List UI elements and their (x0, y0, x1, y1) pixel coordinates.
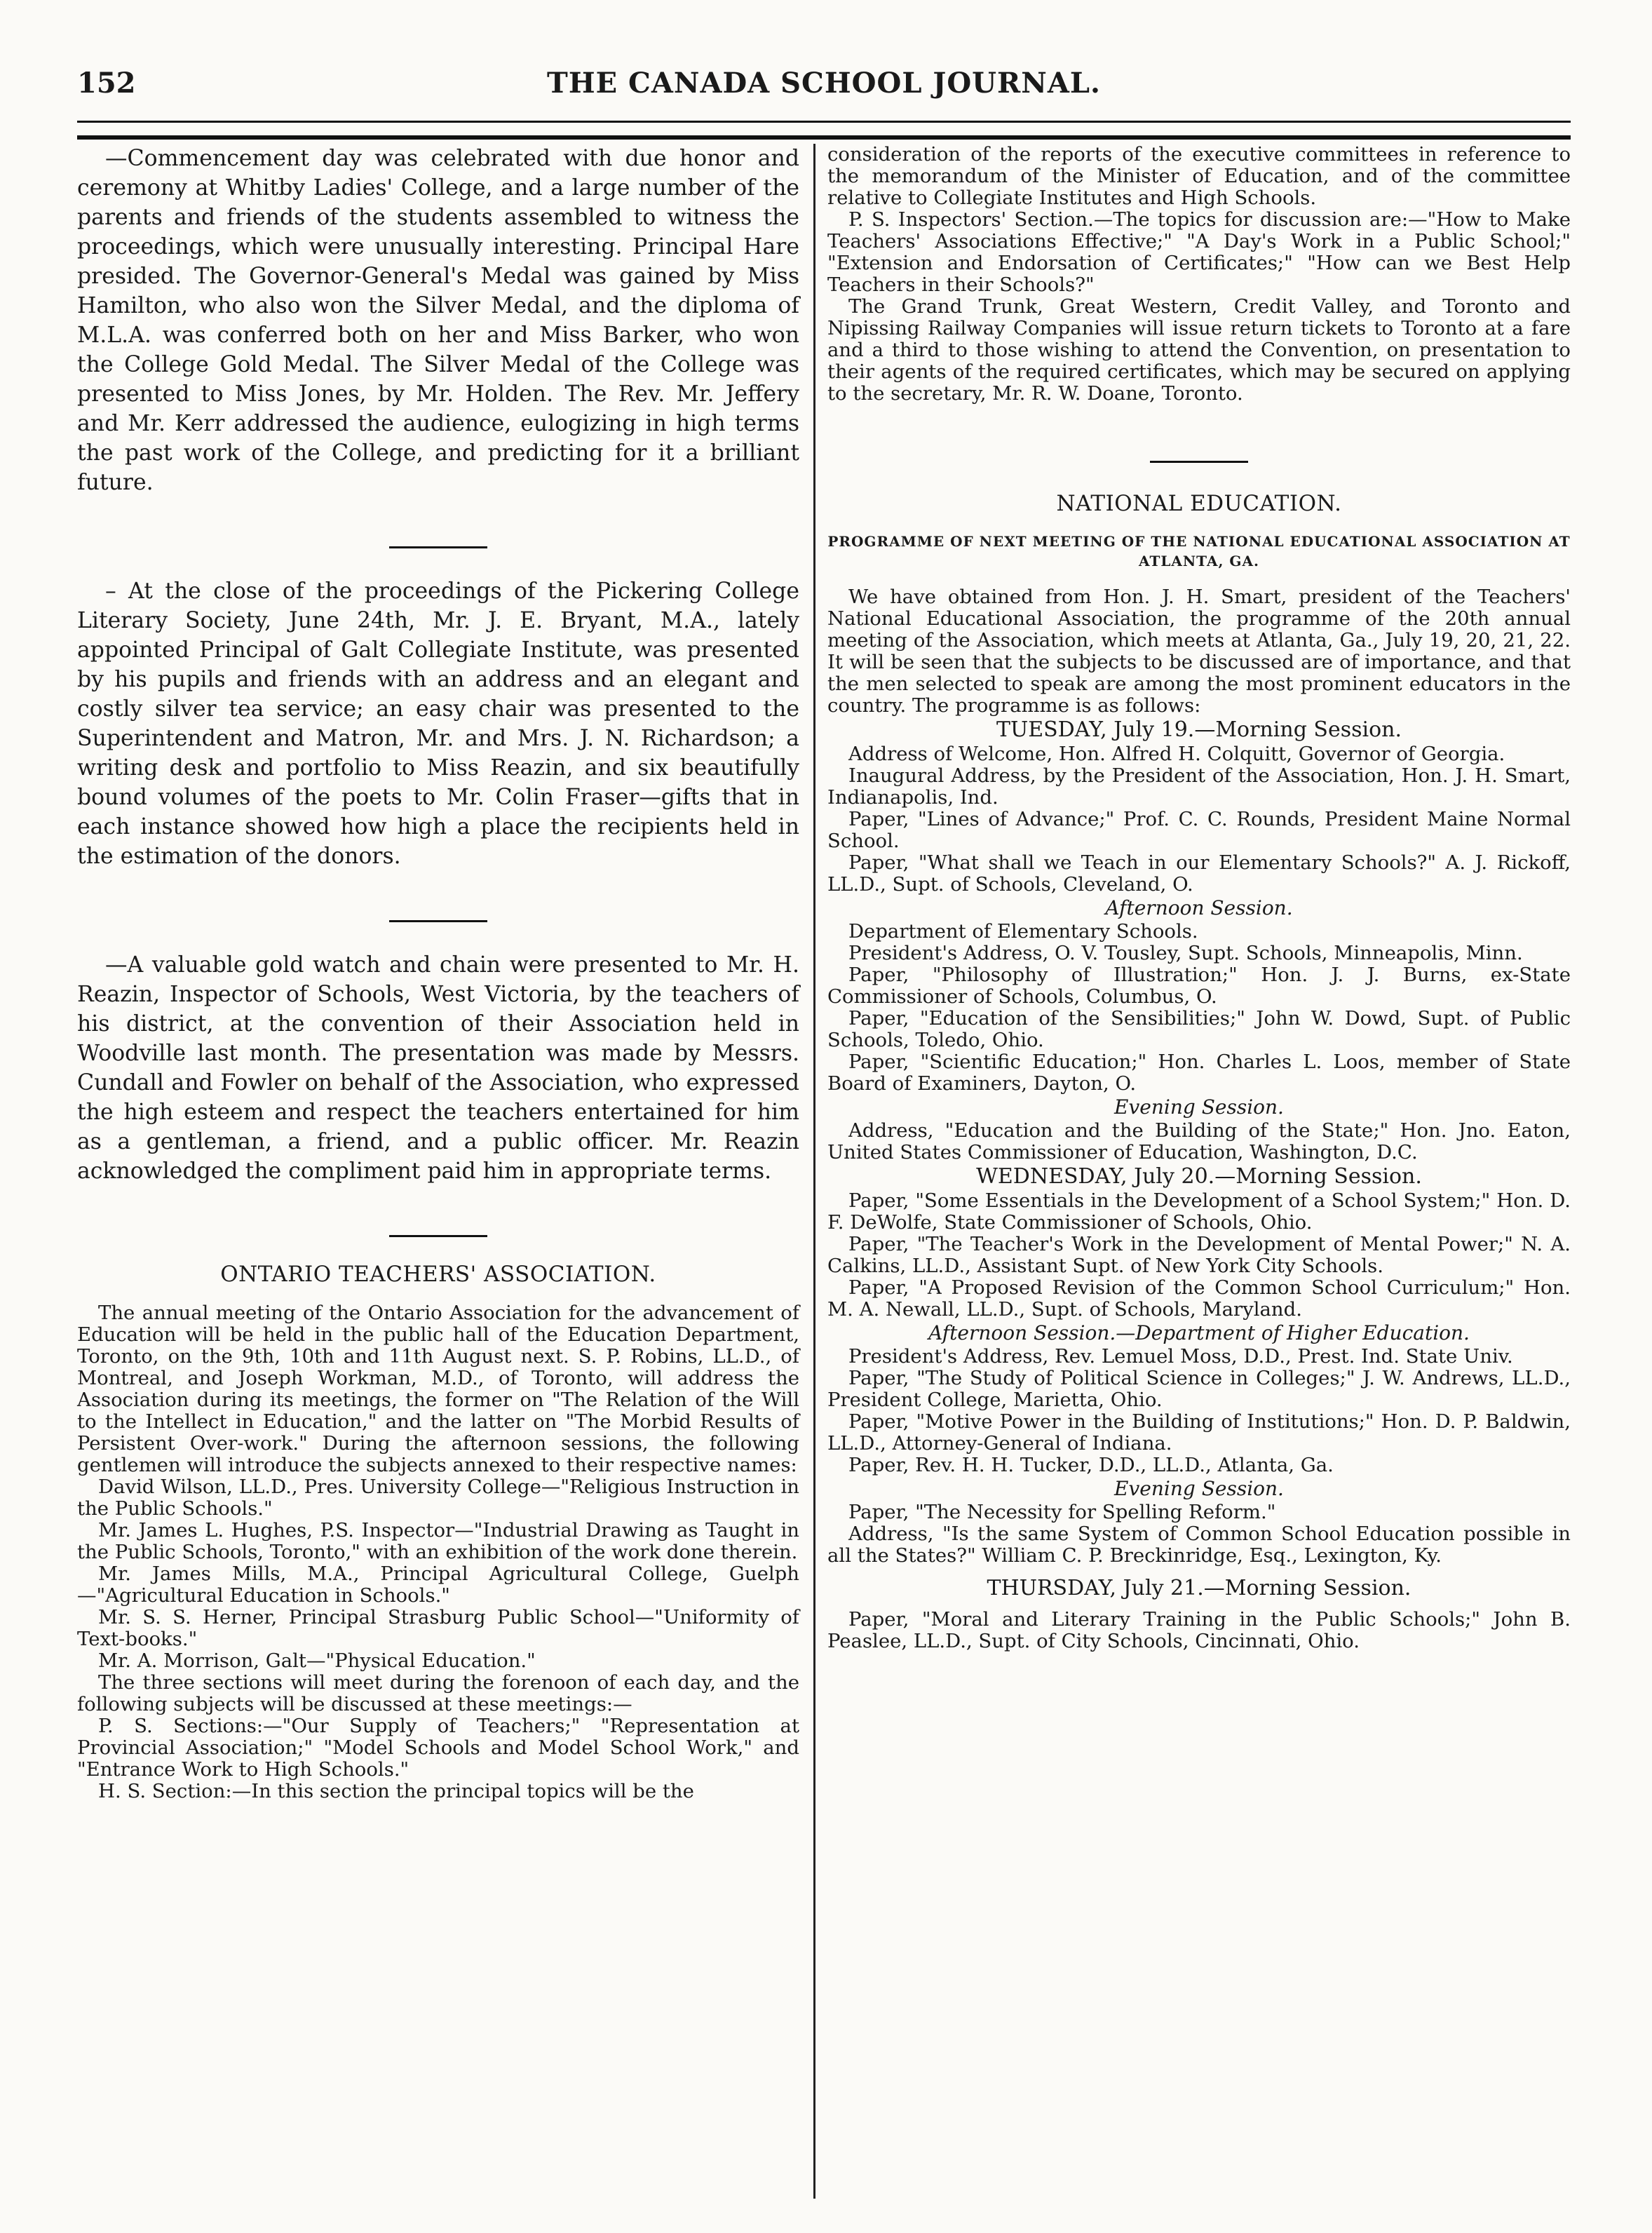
programme-item: Paper, "Scientific Education;" Hon. Charles L. Loos, member of State Board of Examiners, Dayton, O. (827, 1051, 1571, 1095)
programme-item: Paper, "Lines of Advance;" Prof. C. C. Rounds, President Maine Normal School. (827, 808, 1571, 852)
programme-item: Paper, Rev. H. H. Tucker, D.D., LL.D., Atlanta, Ga. (848, 1454, 1334, 1476)
session-heading: Afternoon Session. (1105, 896, 1293, 919)
ota-paragraph: Mr. James Mills, M.A., Principal Agricultural College, Guelph—"Agricultural Education in Schools." (77, 1563, 799, 1607)
right-column (827, 144, 1571, 1652)
programme-item: Paper, "The Study of Political Science in Colleges;" J. W. Andrews, LL.D., President College, Marietta, Ohio. (827, 1367, 1571, 1411)
session-heading: Afternoon Session.—Department of Higher Education. (928, 1321, 1470, 1344)
session-heading: Evening Session. (1114, 1095, 1284, 1119)
programme-item: President's Address, O. V. Tousley, Supt. Schools, Minneapolis, Minn. (848, 942, 1523, 964)
thursday-heading: THURSDAY, July 21.—Morning Session. (987, 1576, 1411, 1600)
wednesday-heading: WEDNESDAY, July 20.—Morning Session. (976, 1164, 1422, 1189)
ota-paragraph: P. S. Sections:—"Our Supply of Teachers;" "Representation at Provincial Association;" "Model Schools and Model School Work," and "Entrance Work to High Schools." (77, 1715, 799, 1781)
session-heading: Evening Session. (1114, 1477, 1284, 1500)
programme-item: Address, "Education and the Building of the State;" Hon. Jno. Eaton, United States Commissioner of Education, Washington, D.C. (827, 1119, 1571, 1163)
page-header (77, 67, 1571, 109)
programme-item: Paper, "Moral and Literary Training in the Public Schools;" John B. Peaslee, LL.D., Supt. of City Schools, Cincinnati, Ohio. (827, 1608, 1571, 1652)
programme-item: Paper, "Philosophy of Illustration;" Hon. J. J. Burns, ex-State Commissioner of Schools, Columbus, O. (827, 964, 1571, 1008)
ne-intro: We have obtained from Hon. J. H. Smart, president of the Teachers' National Educational Association, the programme of the 20th annual meeting of the Association, which meets at Atlanta, Ga., July 19, 20, 21, 22. It will be seen that the subjects to be discussed are of importance, and that the men selected to speak are among the most prominent educators in the country. The programme is as follows: (827, 586, 1571, 717)
column-divider (813, 144, 815, 2199)
ota-paragraph: David Wilson, LL.D., Pres. University College—"Religious Instruction in the Public Schools." (77, 1476, 799, 1520)
programme-item: Paper, "The Teacher's Work in the Development of Mental Power;" N. A. Calkins, LL.D., Assistant Supt. of New York City Schools. (827, 1233, 1571, 1277)
left-column (77, 144, 799, 1802)
article-reazin-presentation: —A valuable gold watch and chain were presented to Mr. H. Reazin, Inspector of Schools, West Victoria, by the teachers of his district, at the convention of their Association held in Woodville last month. The presentation was made by Messrs. Cundall and Fowler on behalf of the Association, who expressed the high esteem and respect the teachers entertained for him as a gentleman, a friend, and a public officer. Mr. Reazin acknowledged the compliment paid him in appropriate terms. (77, 952, 799, 1184)
ota-railway-notice: The Grand Trunk, Great Western, Credit Valley, and Toronto and Nipissing Railway Companies will issue return tickets to Toronto at a fare and a third to those wishing to attend the Convention, on presentation to their agents of the required certificates, which may be secured on applying to the secretary, Mr. R. W. Doane, Toronto. (827, 295, 1571, 405)
ota-inspectors-section: P. S. Inspectors' Section.—The topics for discussion are:—"How to Make Teachers' Associations Effective;" "A Day's Work in a Public School;" "Extension and Endorsation of Certificates;" "How can we Best Help Teachers in their Schools?" (827, 208, 1571, 296)
ota-paragraph: Mr. A. Morrison, Galt—"Physical Education." (98, 1650, 536, 1672)
programme-item: Inaugural Address, by the President of the Association, Hon. J. H. Smart, Indianapolis, Ind. (827, 764, 1571, 809)
ota-paragraph: The annual meeting of the Ontario Association for the advancement of Education will be held in the public hall of the Education Department, Toronto, on the 9th, 10th and 11th August next. S. P. Robins, LL.D., of Montreal, and Joseph Workman, M.D., of Toronto, will address the Association during its meetings, the former on "The Relation of the Will to the Intellect in Education," and the latter on "The Morbid Results of Persistent Over-work." During the afternoon sessions, the following gentlemen will introduce the subjects annexed to their respective names: (77, 1302, 799, 1476)
ota-heading: ONTARIO TEACHERS' ASSOCIATION. (220, 1262, 656, 1287)
ota-paragraph: Mr. S. S. Herner, Principal Strasburg Public School—"Uniformity of Text-books." (77, 1606, 799, 1650)
programme-item: Address, "Is the same System of Common School Education possible in all the States?" William C. P. Breckinridge, Esq., Lexington, Ky. (827, 1523, 1571, 1567)
ne-heading: NATIONAL EDUCATION. (1056, 491, 1342, 516)
article-whitby-commencement: —Commencement day was celebrated with due honor and ceremony at Whitby Ladies' College, and a large number of the parents and friends of the students assembled to witness the proceedings, which were unusually interesting. Principal Hare presided. The Governor-General's Medal was gained by Miss Hamilton, who also won the Silver Medal, and the diploma of M.L.A. was conferred both on her and Miss Barker, who won the College Gold Medal. The Silver Medal of the College was presented to Miss Jones, by Mr. Holden. The Rev. Mr. Jeffery and Mr. Kerr addressed the audience, eulogizing in high terms the past work of the College, and predicting for it a brilliant future. (77, 146, 799, 495)
programme-item: Paper, "What shall we Teach in our Elementary Schools?" A. J. Rickoff, LL.D., Supt. of Schools, Cleveland, O. (827, 851, 1571, 896)
programme-item: Paper, "Some Essentials in the Development of a School System;" Hon. D. F. DeWolfe, State Commissioner of Schools, Ohio. (827, 1189, 1571, 1234)
ota-body (77, 1302, 799, 1802)
journal-title: THE CANADA SCHOOL JOURNAL. (547, 67, 1101, 100)
ota-continuation: consideration of the reports of the executive committees in reference to the memorandum of the Minister of Education, and of the committee relative to Collegiate Institutes and High Schools. (827, 143, 1571, 209)
header-double-rule (77, 121, 1571, 140)
programme-item: President's Address, Rev. Lemuel Moss, D.D., Prest. Ind. State Univ. (848, 1345, 1513, 1368)
ota-paragraph: H. S. Section:—In this section the principal topics will be the (98, 1780, 694, 1802)
programme-item: Address of Welcome, Hon. Alfred H. Colquitt, Governor of Georgia. (848, 743, 1505, 765)
ota-paragraph: The three sections will meet during the forenoon of each day, and the following subjects will be discussed at these meetings:— (77, 1671, 799, 1715)
article-pickering-college: – At the close of the proceedings of the Pickering College Literary Society, June 24th, Mr. J. E. Bryant, M.A., lately appointed Principal of Galt Collegiate Institute, was presented by his pupils and friends with an address and an elegant and costly silver tea service; an easy chair was presented to the Superintendent and Matron, Mr. and Mrs. J. N. Richardson; a writing desk and portfolio to Miss Reazin, and six beautifully bound volumes of the poets to Mr. Colin Fraser—gifts that in each instance showed how high a place the recipients held in the estimation of the donors. (77, 579, 799, 869)
programme-item: Paper, "The Necessity for Spelling Reform." (848, 1501, 1276, 1523)
ota-paragraph: Mr. James L. Hughes, P.S. Inspector—"Industrial Drawing as Taught in the Public Schools, Toronto," with an exhibition of the work done therein. (77, 1519, 799, 1563)
page-number: 152 (77, 67, 136, 100)
programme-item: Paper, "Motive Power in the Building of Institutions;" Hon. D. P. Baldwin, LL.D., Attorney-General of Indiana. (827, 1410, 1571, 1455)
programme-item: Department of Elementary Schools. (848, 920, 1198, 943)
programme-item: Paper, "Education of the Sensibilities;" John W. Dowd, Supt. of Public Schools, Toledo, Ohio. (827, 1007, 1571, 1051)
ne-subheading: PROGRAMME OF NEXT MEETING OF THE NATIONAL EDUCATIONAL ASSOCIATION AT ATLANTA, GA. (827, 533, 1571, 569)
programme-item: Paper, "A Proposed Revision of the Common School Curriculum;" Hon. M. A. Newall, LL.D., Supt. of Schools, Maryland. (827, 1276, 1571, 1321)
tuesday-heading: TUESDAY, July 19.—Morning Session. (996, 717, 1402, 742)
